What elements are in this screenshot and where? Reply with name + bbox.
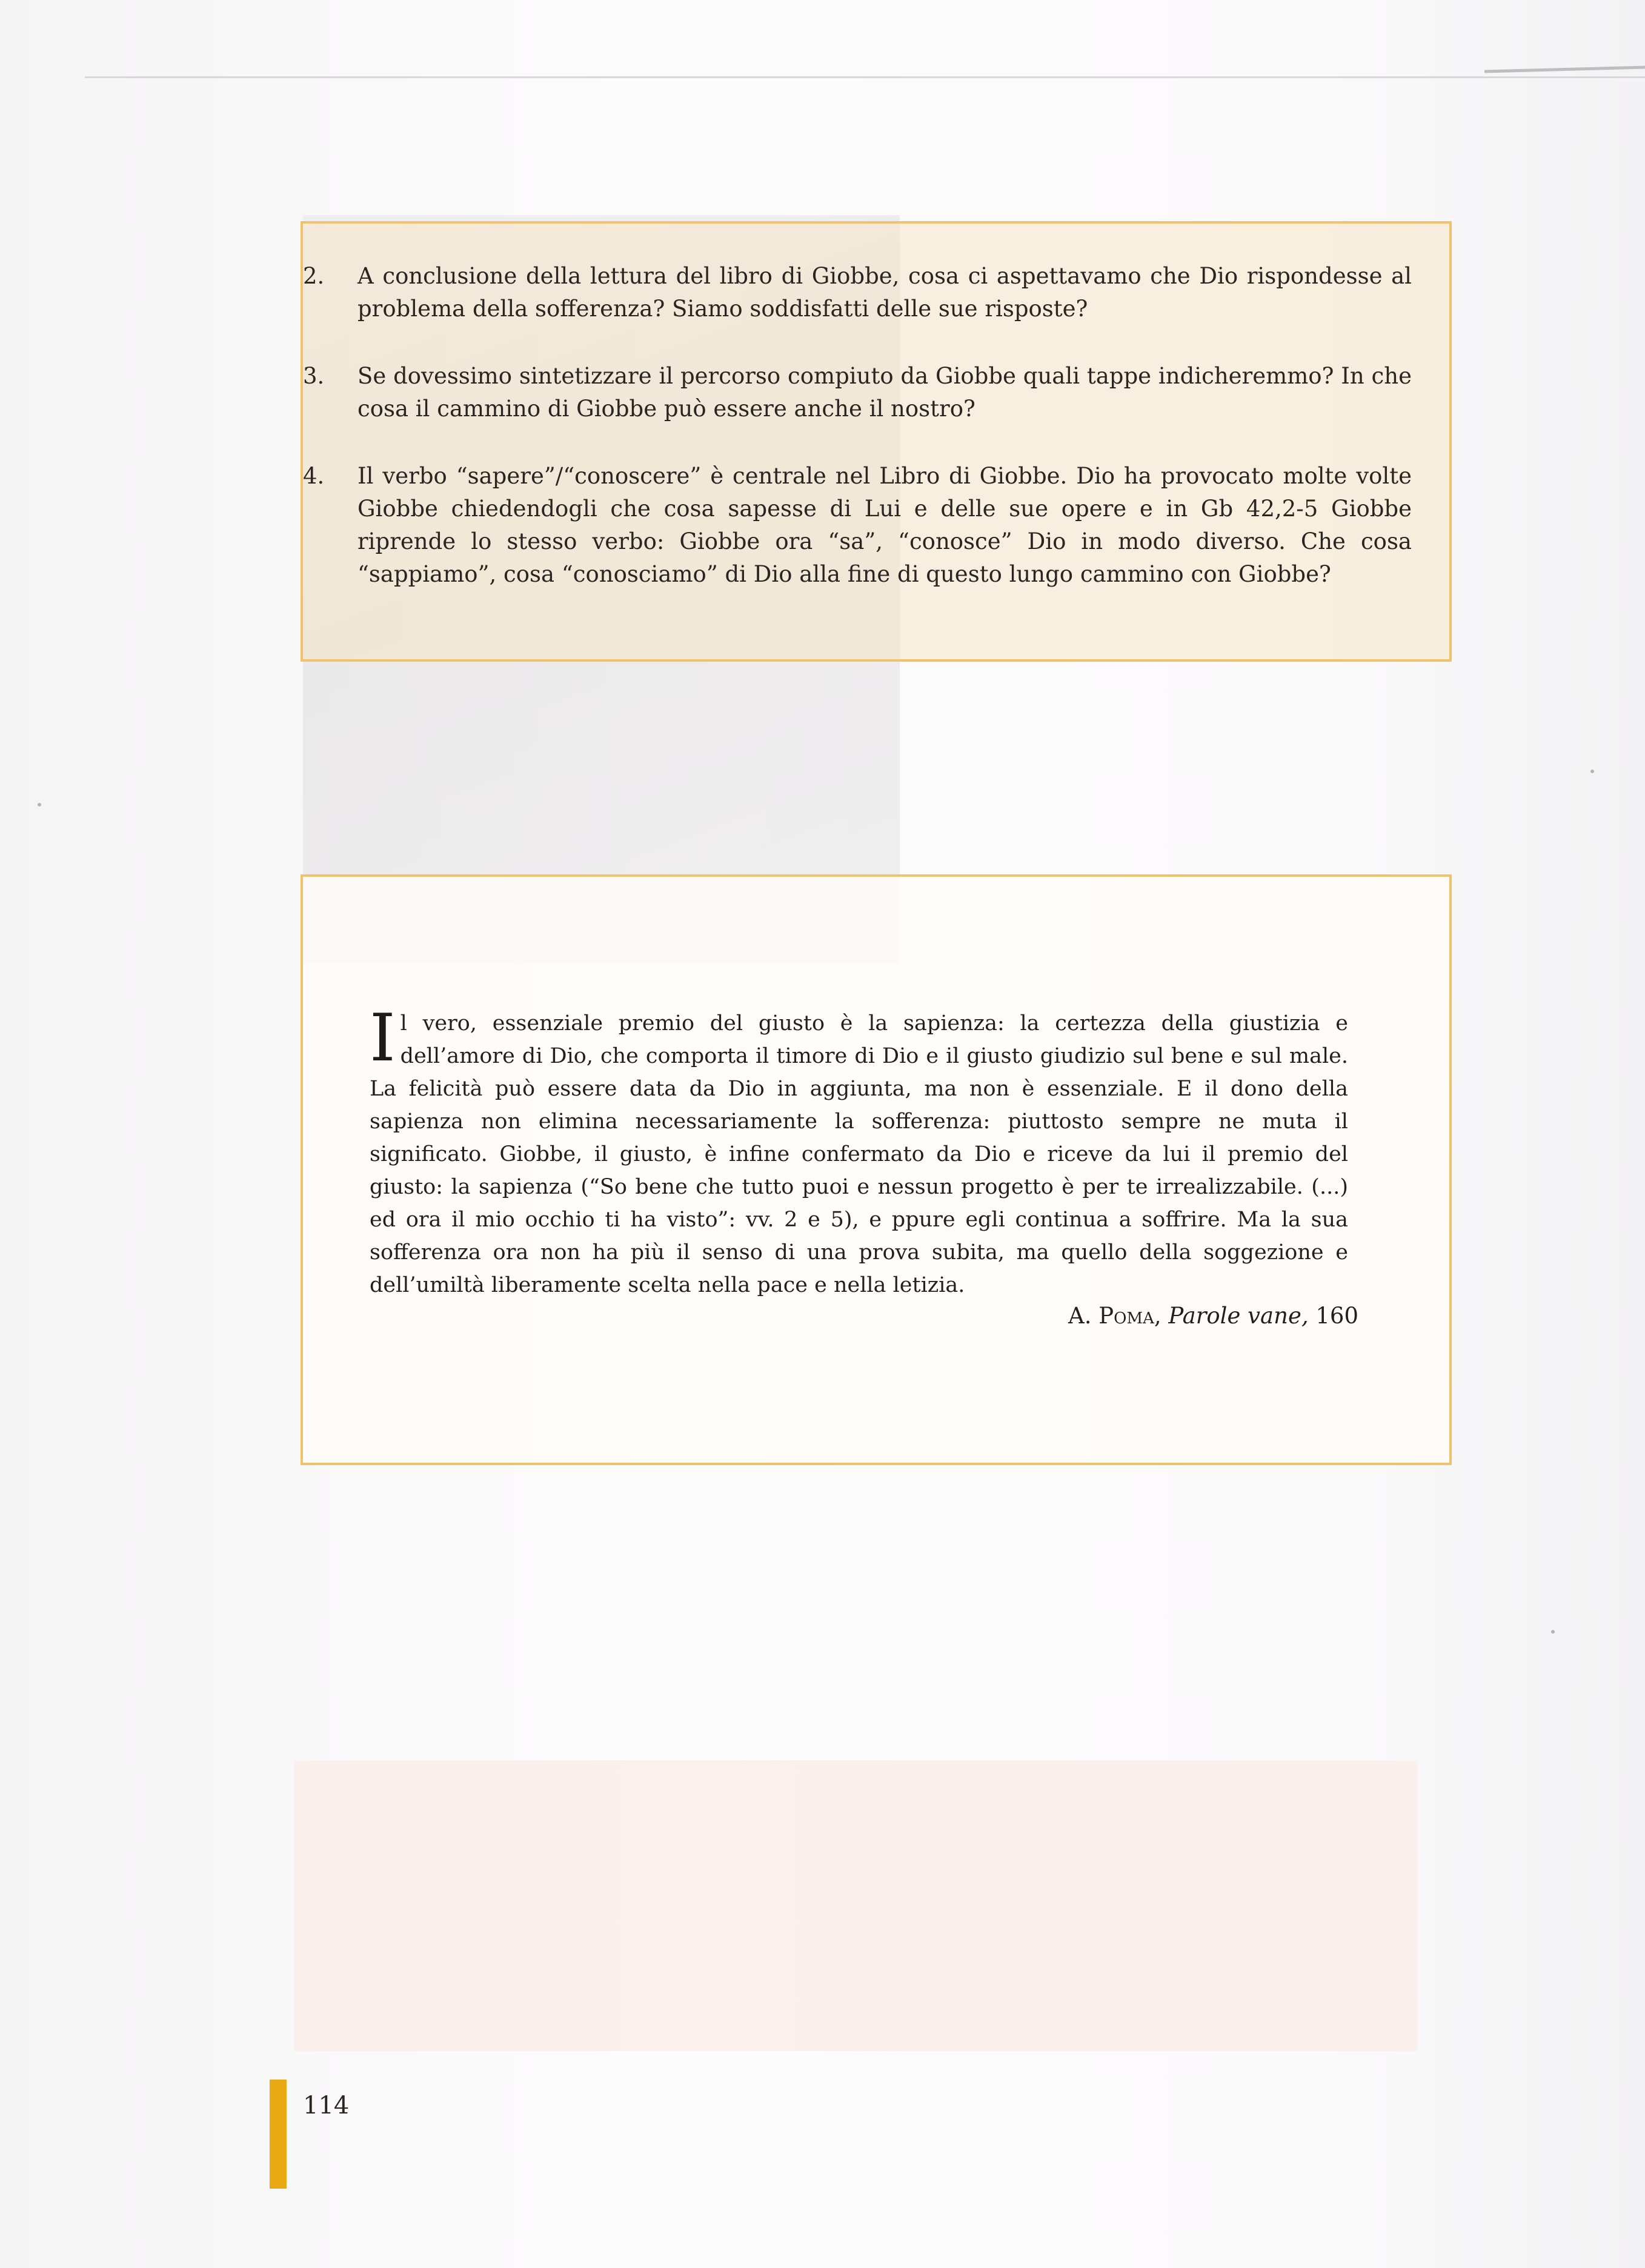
bleed-through-box bbox=[294, 1760, 1418, 2051]
question-number: 3. bbox=[303, 363, 325, 389]
questions-box bbox=[301, 221, 1452, 662]
quotation-body: l vero, essenziale premio del giusto è la sapienza: la certezza della giustizia e dell’amore di Dio, che comporta il timore di Dio e il giusto giudizio sul bene e sul male. La felicità può essere data da Dio in aggiunta, ma non è essenziale. E il dono della sapienza non elimina necessariamente la sofferenza: piuttosto sempre ne muta il significato. Giobbe, il giusto, è infine confermato da Dio e riceve da lui il premio del giusto: la sapienza (“So bene che tutto puoi e nessun progetto è per te irrealizzabile. (...) ed ora il mio occhio ti ha visto”: vv. 2 e 5), e ppure egli continua a soffrire. Ma la sua sofferenza ora non ha più il senso di una prova subita, ma quello della soggezione e dell’umiltà liberamente scelta nella pace e nella letizia. bbox=[370, 1011, 1348, 1297]
question-number: 2. bbox=[303, 263, 325, 289]
scan-top-edge-right bbox=[1484, 66, 1645, 73]
citation bbox=[1068, 1301, 1358, 1331]
scan-speck bbox=[1551, 1630, 1555, 1634]
quotation-box bbox=[301, 874, 1452, 1465]
question-text: Se dovessimo sintetizzare il percorso compiuto da Giobbe quali tappe indicheremmo? In che cosa il cammino di Giobbe può essere anche il nostro? bbox=[357, 363, 1412, 422]
citation-page: 160 bbox=[1315, 1303, 1358, 1329]
quotation-text bbox=[370, 1000, 1348, 1302]
question-item bbox=[303, 260, 1412, 325]
question-item bbox=[303, 460, 1412, 591]
scan-speck bbox=[1590, 770, 1594, 773]
question-item bbox=[303, 360, 1412, 425]
page-number: 114 bbox=[303, 2092, 350, 2120]
question-number: 4. bbox=[303, 463, 325, 489]
scan-speck bbox=[38, 803, 41, 806]
citation-work: Parole vane, bbox=[1168, 1303, 1309, 1329]
question-text: A conclusione della lettura del libro di Giobbe, cosa ci aspettavamo che Dio rispondesse al problema della sofferenza? Siamo soddisfatti delle sue risposte? bbox=[357, 263, 1412, 322]
scan-top-edge bbox=[85, 76, 1645, 78]
question-text: Il verbo “sapere”/“conoscere” è centrale nel Libro di Giobbe. Dio ha provocato molte volte Giobbe chiedendogli che cosa sapesse di Lui e delle sue opere e in Gb 42,2-5 Giobbe riprende lo stesso verbo: Giobbe ora “sa”, “conosce” Dio in modo diverso. Che cosa “sappiamo”, cosa “conosciamo” di Dio alla fine di questo lungo cammino con Giobbe? bbox=[357, 463, 1412, 587]
citation-author: A. Poma, bbox=[1068, 1303, 1161, 1329]
drop-cap: I bbox=[370, 1000, 396, 1076]
page-number-bar bbox=[270, 2080, 287, 2189]
